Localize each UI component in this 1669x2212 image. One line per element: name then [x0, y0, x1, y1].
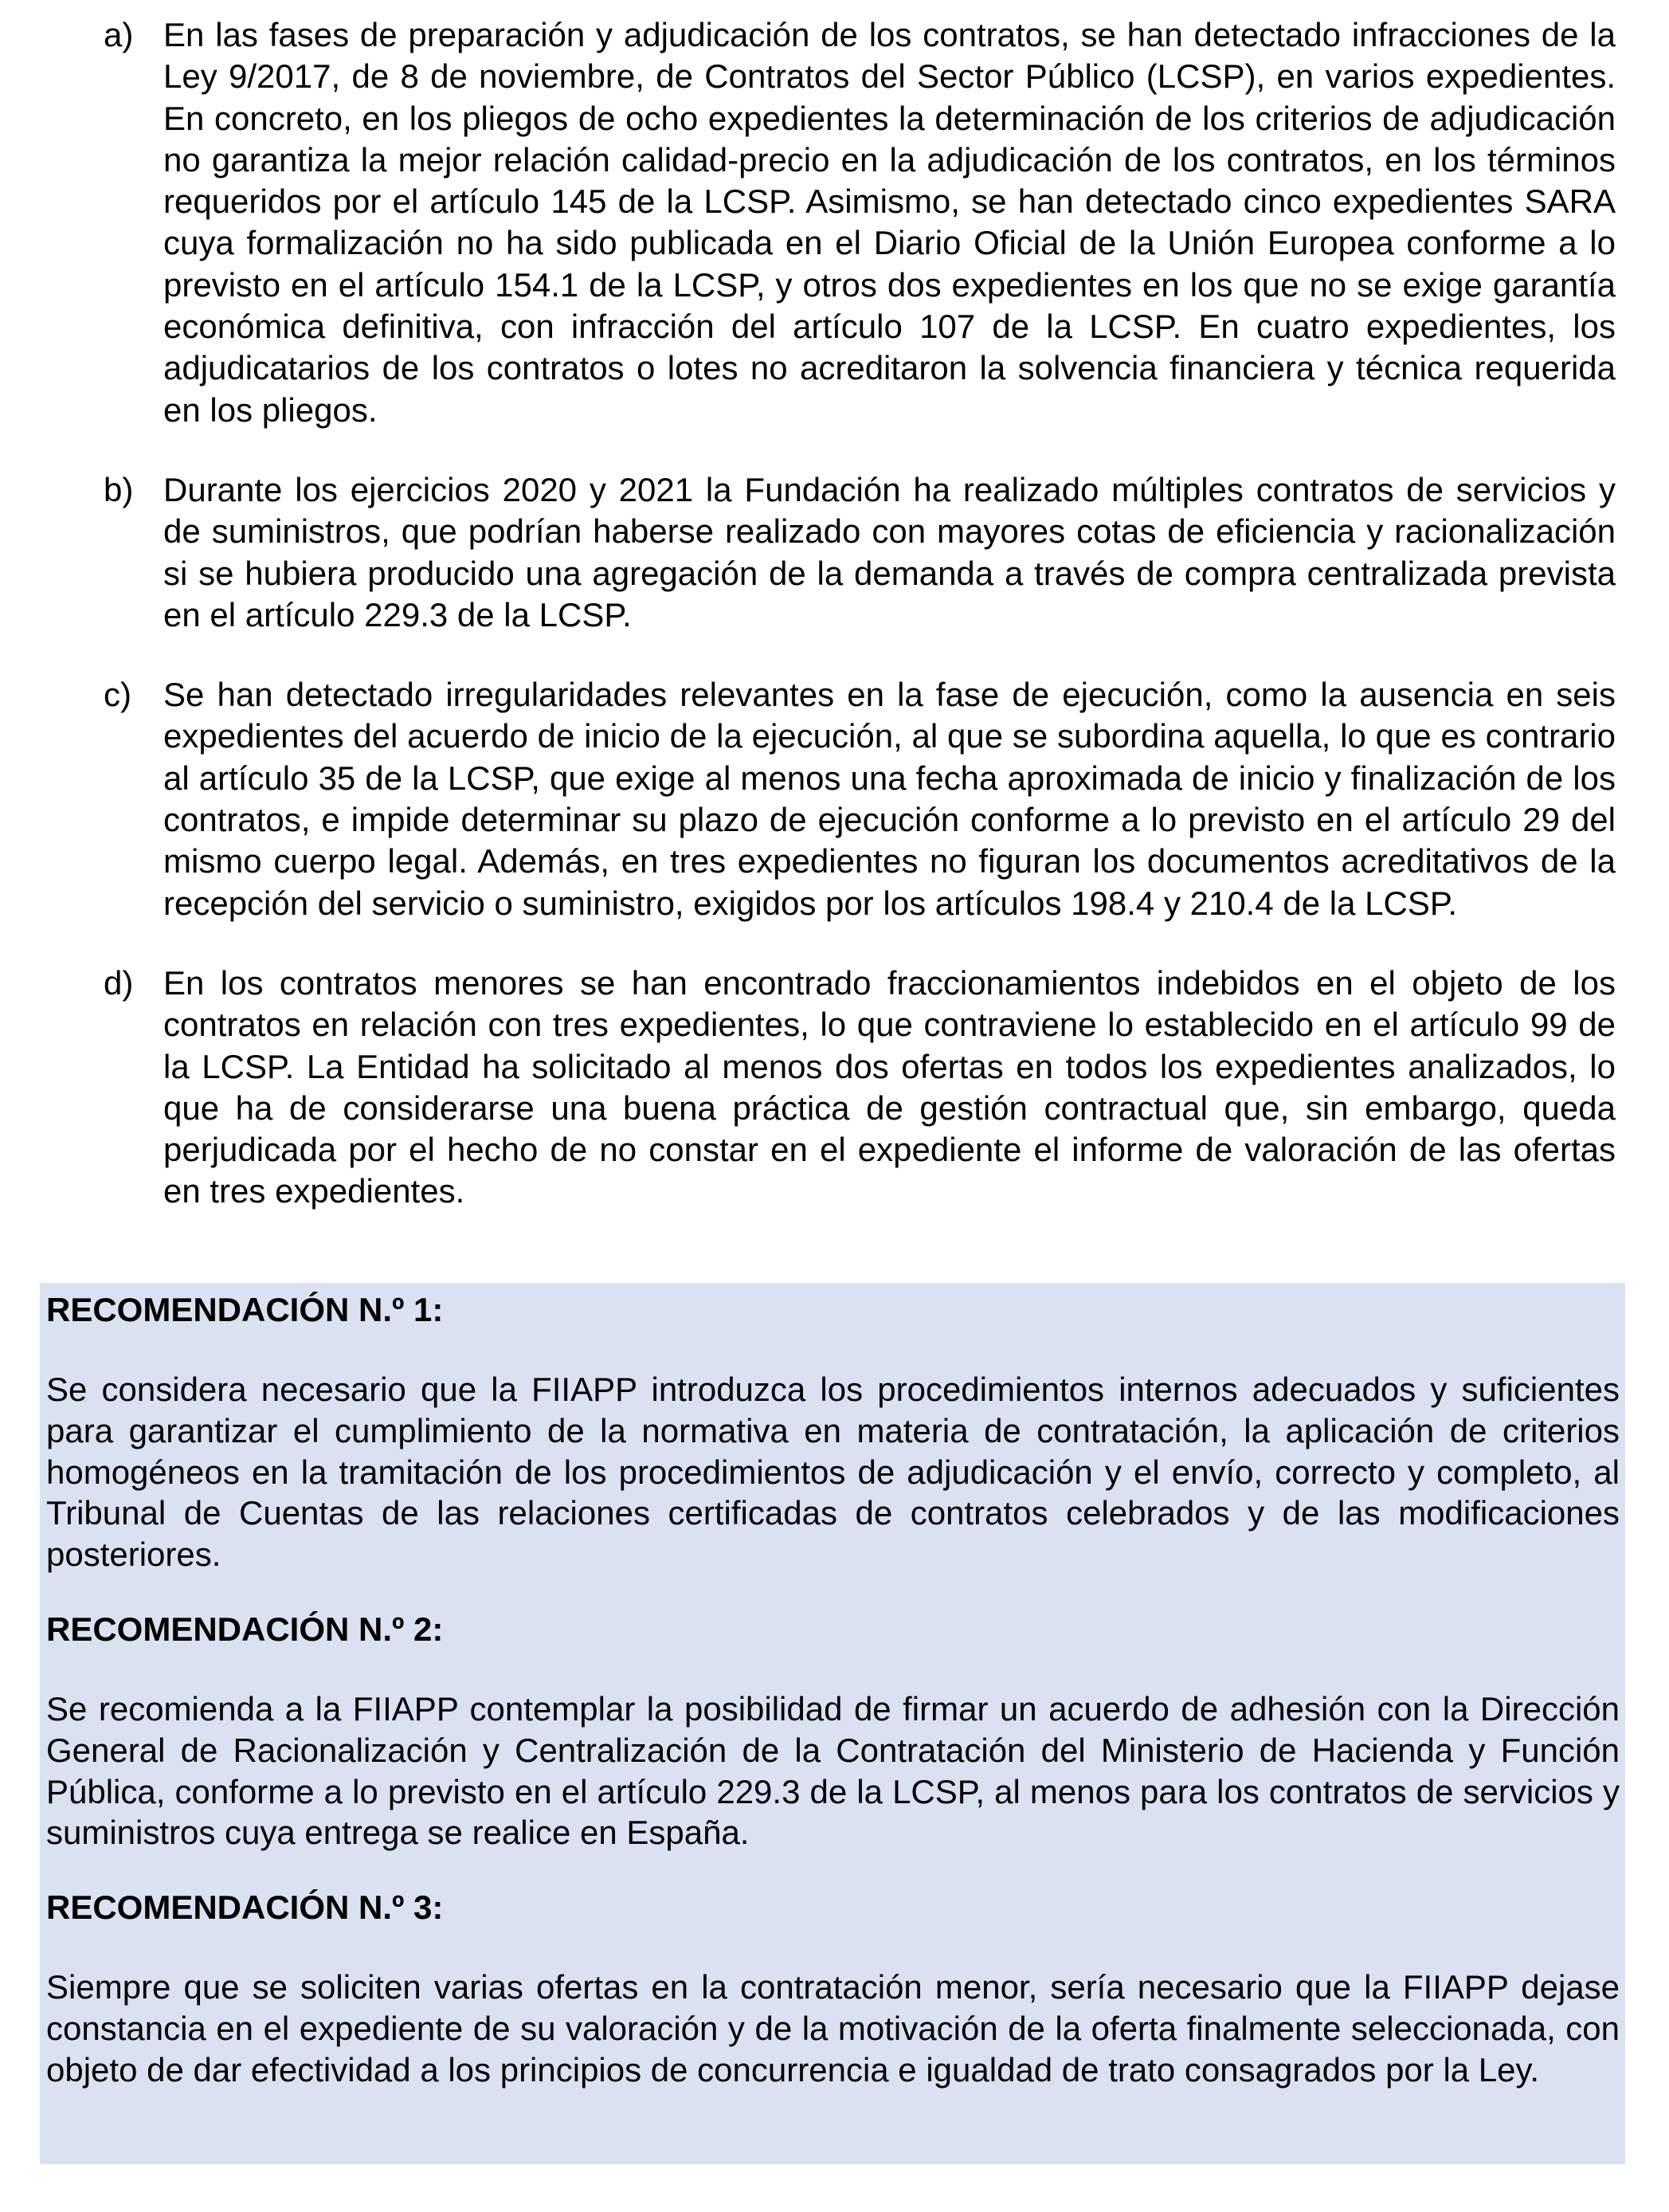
finding-text: En las fases de preparación y adjudicación de los contratos, se han detectado infracciones de la Ley 9/2017, de 8 de noviembre, de Contratos del Sector Público (LCSP), en varios expedientes. En concreto, en los pliegos de ocho expedientes la determinación de los criterios de adjudicación no garantiza la mejor relación calidad-precio en la adjudicación de los contratos, en los términos requeridos por el artículo 145 de la LCSP. Asimismo, se han detectado cinco expedientes SARA cuya formalización no ha sido publicada en el Diario Oficial de la Unión Europea conforme a lo previsto en el artículo 154.1 de la LCSP, y otros dos expedientes en los que no se exige garantía económica definitiva, con infracción del artículo 107 de la LCSP. En cuatro expedientes, los adjudicatarios de los contratos o lotes no acreditaron la solvencia financiera y técnica requerida en los pliegos.	[163, 16, 1616, 429]
recommendations-box	[40, 1283, 1625, 2164]
recommendation-text: Se recomienda a la FIIAPP contemplar la posibilidad de firmar un acuerdo de adhesión con la Dirección General de Racionalización y Centralización de la Contratación del Ministerio de Hacienda y Función Pública, conforme a lo previsto en el artículo 229.3 de la LCSP, al menos para los contratos de servicios y suministros cuya entrega se realice en España.	[46, 1689, 1620, 1852]
finding-text: En los contratos menores se han encontrado fraccionamientos indebidos en el objeto de los contratos en relación con tres expedientes, lo que contraviene lo establecido en el artículo 99 de la LCSP. La Entidad ha solicitado al menos dos ofertas en todos los expedientes analizados, lo que ha de considerarse una buena práctica de gestión contractual que, sin embargo, queda perjudicada por el hecho de no constar en el expediente el informe de valoración de las ofertas en tres expedientes.	[163, 963, 1616, 1210]
recommendation-text: Se considera necesario que la FIIAPP introduzca los procedimientos internos adecuados y suficientes para garantizar el cumplimiento de la normativa en materia de contratación, la aplicación de criterios homogéneos en la tramitación de los procedimientos de adjudicación y el envío, correcto y completo, al Tribunal de Cuentas de las relaciones certificadas de contratos celebrados y de las modificaciones posteriores.	[46, 1371, 1620, 1574]
finding-item-d	[104, 963, 1616, 1213]
recommendation-heading: RECOMENDACIÓN N.º 2:	[46, 1610, 444, 1648]
finding-marker: d)	[104, 963, 134, 1002]
finding-item-c	[104, 674, 1616, 924]
finding-marker: b)	[104, 470, 134, 508]
finding-text: Se han detectado irregularidades relevantes en la fase de ejecución, como la ausencia en seis expedientes del acuerdo de inicio de la ejecución, al que se subordina aquella, lo que es contrario al artículo 35 de la LCSP, que exige al menos una fecha aproximada de inicio y finalización de los contratos, e impide determinar su plazo de ejecución conforme a lo previsto en el artículo 29 del mismo cuerpo legal. Además, en tres expedientes no figuran los documentos acreditativos de la recepción del servicio o suministro, exigidos por los artículos 198.4 y 210.4 de la LCSP.	[163, 676, 1616, 922]
recommendation-heading: RECOMENDACIÓN N.º 3:	[46, 1888, 444, 1927]
finding-item-a	[104, 14, 1616, 431]
finding-text: Durante los ejercicios 2020 y 2021 la Fundación ha realizado múltiples contratos de servicios y de suministros, que podrían haberse realizado con mayores cotas de eficiencia y racionalización si se hubiera producido una agregación de la demanda a través de compra centralizada prevista en el artículo 229.3 de la LCSP.	[163, 470, 1616, 633]
finding-marker: c)	[104, 676, 131, 714]
recommendation-text: Siempre que se soliciten varias ofertas en la contratación menor, sería necesario que la FIIAPP dejase constancia en el expediente de su valoración y de la motivación de la oferta finalmente seleccionada, con objeto de dar efectividad a los principios de concurrencia e igualdad de trato consagrados por la Ley.	[46, 1968, 1620, 2088]
recommendation-2	[46, 1575, 1620, 1853]
recommendation-3	[46, 1853, 1620, 2090]
recommendation-1	[46, 1283, 1620, 1575]
finding-item-b	[104, 469, 1616, 636]
finding-marker: a)	[104, 16, 134, 53]
recommendation-heading: RECOMENDACIÓN N.º 1:	[46, 1291, 444, 1328]
findings-list	[104, 14, 1616, 1213]
